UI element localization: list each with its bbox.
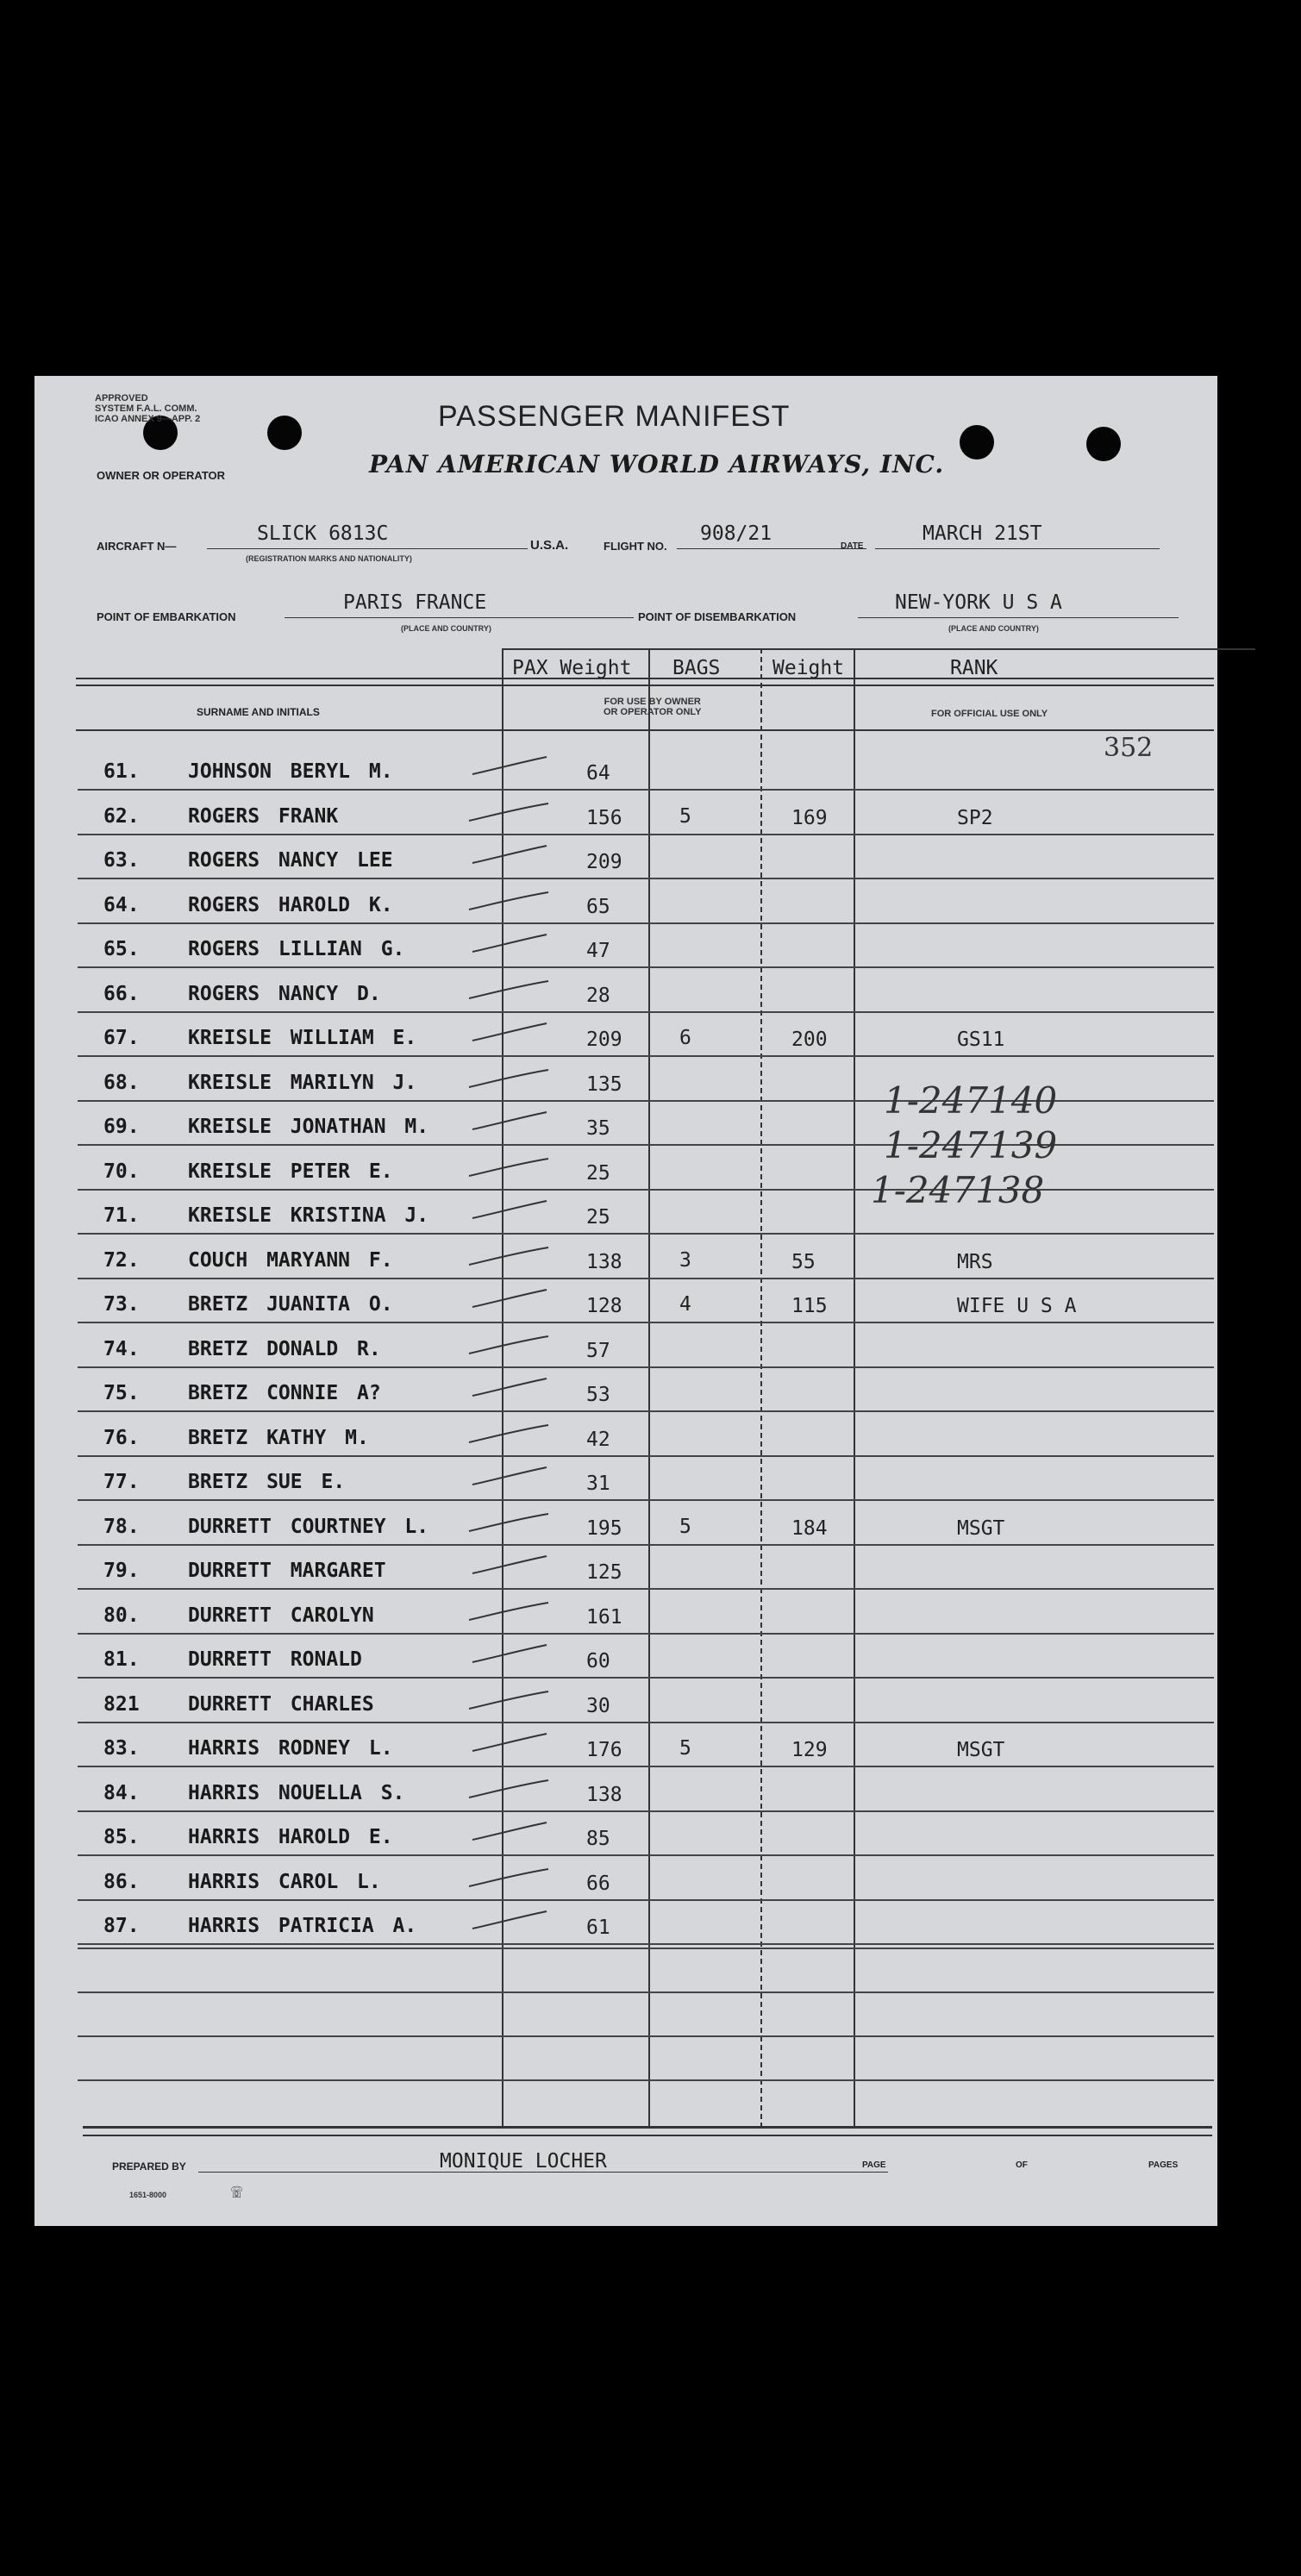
check-mark bbox=[466, 1908, 552, 1934]
row-rule bbox=[78, 1055, 1214, 1057]
row-rule bbox=[78, 789, 1214, 791]
table-row bbox=[34, 1283, 1217, 1327]
prepared-label: PREPARED BY bbox=[112, 2160, 186, 2173]
form-number: 1651-8000 bbox=[129, 2191, 167, 2199]
table-row bbox=[34, 972, 1217, 1016]
disembark-sublabel: (PLACE AND COUNTRY) bbox=[948, 624, 1039, 633]
passenger-name: KREISLE KRISTINA J. bbox=[188, 1204, 429, 1227]
check-mark bbox=[466, 1420, 552, 1446]
row-number: 65. bbox=[103, 938, 140, 960]
pax-weight: 161 bbox=[586, 1605, 622, 1629]
passenger-name: DURRETT MARGARET bbox=[188, 1560, 386, 1582]
airline-name: PAN AMERICAN WORLD AIRWAYS, INC. bbox=[369, 450, 945, 478]
page-title: PASSENGER MANIFEST bbox=[438, 400, 791, 433]
row-number: 79. bbox=[103, 1560, 140, 1582]
table-row bbox=[34, 1594, 1217, 1638]
passenger-name: HARRIS PATRICIA A. bbox=[188, 1915, 417, 1937]
row-rule bbox=[78, 834, 1214, 835]
check-mark bbox=[466, 842, 552, 868]
col-surname: SURNAME AND INITIALS bbox=[197, 706, 320, 718]
table-row bbox=[34, 1372, 1217, 1416]
bag-weight: 169 bbox=[791, 806, 828, 829]
row-number: 75. bbox=[103, 1382, 140, 1404]
row-rule bbox=[78, 878, 1214, 879]
check-mark bbox=[466, 887, 552, 913]
check-mark bbox=[466, 1154, 552, 1179]
pax-weight: 138 bbox=[586, 1783, 622, 1806]
passenger-name: KREISLE PETER E. bbox=[188, 1160, 393, 1183]
handwritten-note: 1-247140 bbox=[884, 1079, 1058, 1122]
disembark-label: POINT OF DISEMBARKATION bbox=[638, 610, 797, 623]
check-mark bbox=[466, 1509, 552, 1535]
check-mark bbox=[466, 1819, 552, 1845]
table-row bbox=[34, 795, 1217, 839]
passenger-name: HARRIS HAROLD E. bbox=[188, 1826, 393, 1848]
row-number: 61. bbox=[103, 760, 140, 783]
check-mark bbox=[466, 1331, 552, 1357]
pax-weight: 42 bbox=[586, 1428, 610, 1451]
rank: MSGT bbox=[957, 1739, 1005, 1761]
pax-weight: 35 bbox=[586, 1117, 610, 1140]
table-row bbox=[34, 1860, 1217, 1904]
row-rule bbox=[78, 1899, 1214, 1901]
row-number: 77. bbox=[103, 1471, 140, 1493]
bag-count: 6 bbox=[679, 1027, 691, 1049]
bag-count: 3 bbox=[679, 1248, 691, 1272]
rank: MSGT bbox=[957, 1516, 1005, 1540]
passenger-name: JOHNSON BERYL M. bbox=[188, 760, 393, 783]
handwritten-note: 1-247138 bbox=[871, 1169, 1045, 1211]
rank: GS11 bbox=[957, 1029, 1005, 1051]
row-number: 62. bbox=[103, 804, 140, 828]
embark-sublabel: (PLACE AND COUNTRY) bbox=[401, 624, 491, 633]
row-number: 78. bbox=[103, 1515, 140, 1538]
row-rule bbox=[78, 1499, 1214, 1501]
table-row bbox=[34, 839, 1217, 883]
table-row bbox=[34, 884, 1217, 928]
check-mark bbox=[466, 1553, 552, 1579]
check-mark bbox=[466, 1641, 552, 1667]
pages-label: PAGES bbox=[1148, 2160, 1179, 2170]
check-mark bbox=[466, 1109, 552, 1135]
table-row bbox=[34, 1727, 1217, 1771]
rank: SP2 bbox=[957, 806, 993, 829]
date-value: MARCH 21ST bbox=[923, 522, 1042, 545]
page-label: PAGE bbox=[862, 2160, 886, 2170]
pax-weight: 25 bbox=[586, 1206, 610, 1229]
passenger-name: DURRETT CHARLES bbox=[188, 1692, 374, 1716]
of-label: OF bbox=[1016, 2160, 1028, 2170]
row-number: 86. bbox=[103, 1870, 140, 1893]
passenger-name: HARRIS NOUELLA S. bbox=[188, 1781, 405, 1804]
row-rule bbox=[78, 1455, 1214, 1457]
row-rule bbox=[78, 1943, 1214, 1945]
check-mark bbox=[466, 1286, 552, 1312]
col-pax-weight: PAX Weight bbox=[512, 657, 632, 679]
row-number: 73. bbox=[103, 1293, 140, 1316]
check-mark bbox=[466, 798, 552, 824]
row-rule bbox=[78, 1854, 1214, 1856]
row-number: 67. bbox=[103, 1027, 140, 1049]
passenger-name: BRETZ JUANITA O. bbox=[188, 1293, 393, 1316]
row-number: 821 bbox=[103, 1692, 140, 1716]
passenger-name: ROGERS FRANK bbox=[188, 804, 339, 828]
bag-count: 5 bbox=[679, 1737, 691, 1760]
row-number: 68. bbox=[103, 1071, 140, 1094]
row-number: 71. bbox=[103, 1204, 140, 1227]
globe-icon: ☏ bbox=[231, 2181, 243, 2203]
row-rule bbox=[78, 922, 1214, 924]
passenger-name: HARRIS CAROL L. bbox=[188, 1870, 381, 1893]
row-rule bbox=[78, 1810, 1214, 1812]
row-rule bbox=[78, 1011, 1214, 1013]
flight-number: 908/21 bbox=[700, 522, 772, 545]
check-mark bbox=[466, 1597, 552, 1623]
embark-label: POINT OF EMBARKATION bbox=[97, 610, 236, 623]
pax-weight: 128 bbox=[586, 1295, 622, 1317]
owner-use-label: FOR USE BY OWNER OR OPERATOR ONLY bbox=[604, 697, 702, 717]
check-mark bbox=[466, 931, 552, 957]
flight-label: FLIGHT NO. bbox=[604, 540, 667, 553]
row-rule bbox=[78, 1588, 1214, 1590]
table-row bbox=[34, 1683, 1217, 1727]
table-row bbox=[34, 1638, 1217, 1682]
table-row bbox=[34, 1016, 1217, 1060]
passenger-name: HARRIS RODNEY L. bbox=[188, 1737, 393, 1760]
table-row bbox=[34, 1460, 1217, 1504]
rank: MRS bbox=[957, 1250, 993, 1273]
bag-count: 5 bbox=[679, 1515, 691, 1538]
table-row bbox=[34, 1505, 1217, 1549]
bag-count: 5 bbox=[679, 804, 691, 828]
country-label: U.S.A. bbox=[530, 538, 569, 553]
punch-hole bbox=[1086, 427, 1121, 461]
check-mark bbox=[466, 753, 552, 779]
row-number: 63. bbox=[103, 849, 140, 872]
punch-hole bbox=[267, 416, 302, 450]
pax-weight: 25 bbox=[586, 1161, 610, 1185]
col-rank: RANK bbox=[950, 657, 998, 679]
pax-weight: 156 bbox=[586, 806, 622, 829]
row-number: 69. bbox=[103, 1116, 140, 1138]
prepared-by: MONIQUE LOCHER bbox=[440, 2150, 607, 2173]
col-weight: Weight bbox=[772, 657, 845, 679]
passenger-name: COUCH MARYANN F. bbox=[188, 1248, 393, 1272]
handwritten-note: 1-247139 bbox=[884, 1124, 1058, 1166]
row-number: 74. bbox=[103, 1337, 140, 1360]
aircraft-sublabel: (REGISTRATION MARKS AND NATIONALITY) bbox=[246, 554, 412, 563]
passenger-name: KREISLE MARILYN J. bbox=[188, 1071, 417, 1094]
official-use-label: FOR OFFICIAL USE ONLY bbox=[931, 709, 1048, 719]
passenger-name: KREISLE WILLIAM E. bbox=[188, 1027, 417, 1049]
embark-value: PARIS FRANCE bbox=[343, 591, 487, 614]
row-rule bbox=[78, 1410, 1214, 1412]
row-number: 70. bbox=[103, 1160, 140, 1183]
row-rule bbox=[78, 1677, 1214, 1679]
row-rule bbox=[78, 1366, 1214, 1368]
table-row bbox=[34, 1239, 1217, 1283]
row-number: 76. bbox=[103, 1426, 140, 1449]
pax-weight: 66 bbox=[586, 1872, 610, 1895]
row-number: 64. bbox=[103, 893, 140, 916]
pax-weight: 125 bbox=[586, 1561, 622, 1584]
pax-weight: 209 bbox=[586, 1029, 622, 1051]
check-mark bbox=[466, 1730, 552, 1756]
bag-weight: 184 bbox=[791, 1516, 828, 1540]
bag-weight: 115 bbox=[791, 1295, 828, 1317]
passenger-name: BRETZ DONALD R. bbox=[188, 1337, 381, 1360]
table-row bbox=[34, 1816, 1217, 1860]
table-row bbox=[34, 1904, 1217, 1948]
pax-weight: 195 bbox=[586, 1516, 622, 1540]
passenger-name: BRETZ KATHY M. bbox=[188, 1426, 369, 1449]
pax-weight: 176 bbox=[586, 1739, 622, 1761]
check-mark bbox=[466, 1375, 552, 1401]
pax-weight: 53 bbox=[586, 1384, 610, 1406]
bag-weight: 200 bbox=[791, 1029, 828, 1051]
passenger-name: KREISLE JONATHAN M. bbox=[188, 1116, 429, 1138]
pax-weight: 64 bbox=[586, 762, 610, 785]
manifest-sheet bbox=[34, 376, 1217, 2226]
table-row bbox=[34, 1328, 1217, 1372]
check-mark bbox=[466, 1464, 552, 1490]
passenger-name: DURRETT CAROLYN bbox=[188, 1604, 374, 1627]
bag-count: 4 bbox=[679, 1293, 691, 1316]
pax-weight: 28 bbox=[586, 984, 610, 1007]
passenger-name: ROGERS LILLIAN G. bbox=[188, 938, 405, 960]
row-rule bbox=[78, 1322, 1214, 1323]
pax-weight: 30 bbox=[586, 1694, 610, 1717]
pax-weight: 65 bbox=[586, 895, 610, 918]
row-rule bbox=[78, 966, 1214, 968]
table-row bbox=[34, 1772, 1217, 1816]
row-rule bbox=[78, 1278, 1214, 1279]
pax-weight: 209 bbox=[586, 851, 622, 873]
pax-weight: 60 bbox=[586, 1650, 610, 1673]
pax-weight: 31 bbox=[586, 1472, 610, 1495]
table-row bbox=[34, 1416, 1217, 1460]
table-row bbox=[34, 1549, 1217, 1593]
col-bags: BAGS bbox=[672, 657, 721, 679]
row-number: 84. bbox=[103, 1781, 140, 1804]
check-mark bbox=[466, 1065, 552, 1091]
table-row bbox=[34, 750, 1217, 794]
rank: WIFE U S A bbox=[957, 1295, 1077, 1317]
row-rule bbox=[78, 1766, 1214, 1767]
check-mark bbox=[466, 1775, 552, 1801]
check-mark bbox=[466, 1864, 552, 1890]
row-number: 81. bbox=[103, 1648, 140, 1671]
bag-weight: 129 bbox=[791, 1739, 828, 1761]
approval-block: APPROVED SYSTEM F.A.L. COMM. ICAO ANNEX 9—APP. 2 bbox=[95, 393, 201, 424]
row-number: 66. bbox=[103, 982, 140, 1005]
check-mark bbox=[466, 1242, 552, 1268]
punch-hole bbox=[960, 425, 994, 460]
row-number: 83. bbox=[103, 1737, 140, 1760]
aircraft-label: AIRCRAFT N— bbox=[97, 540, 177, 553]
disembark-value: NEW-YORK U S A bbox=[895, 591, 1062, 614]
pax-weight: 57 bbox=[586, 1339, 610, 1362]
row-number: 72. bbox=[103, 1248, 140, 1272]
row-number: 85. bbox=[103, 1826, 140, 1848]
pax-weight: 85 bbox=[586, 1828, 610, 1850]
annotation-number: 352 bbox=[1104, 733, 1154, 763]
row-rule bbox=[78, 1722, 1214, 1723]
row-rule bbox=[78, 1633, 1214, 1635]
pax-weight: 135 bbox=[586, 1072, 622, 1096]
pax-weight: 47 bbox=[586, 940, 610, 962]
bag-weight: 55 bbox=[791, 1250, 816, 1273]
row-rule bbox=[78, 1233, 1214, 1235]
passenger-name: ROGERS NANCY LEE bbox=[188, 849, 393, 872]
check-mark bbox=[466, 976, 552, 1002]
passenger-name: BRETZ SUE E. bbox=[188, 1471, 346, 1493]
passenger-name: ROGERS HAROLD K. bbox=[188, 893, 393, 916]
passenger-name: ROGERS NANCY D. bbox=[188, 982, 381, 1005]
aircraft-value: SLICK 6813C bbox=[257, 522, 389, 545]
row-number: 87. bbox=[103, 1915, 140, 1937]
pax-weight: 138 bbox=[586, 1250, 622, 1273]
row-rule bbox=[78, 1544, 1214, 1546]
owner-label: OWNER OR OPERATOR bbox=[97, 469, 226, 482]
row-number: 80. bbox=[103, 1604, 140, 1627]
passenger-name: BRETZ CONNIE A? bbox=[188, 1382, 381, 1404]
check-mark bbox=[466, 1197, 552, 1223]
check-mark bbox=[466, 1686, 552, 1712]
date-label: DATE bbox=[841, 541, 864, 551]
check-mark bbox=[466, 1020, 552, 1046]
passenger-name: DURRETT RONALD bbox=[188, 1648, 362, 1671]
pax-weight: 61 bbox=[586, 1916, 610, 1939]
passenger-name: DURRETT COURTNEY L. bbox=[188, 1515, 429, 1538]
table-row bbox=[34, 928, 1217, 972]
